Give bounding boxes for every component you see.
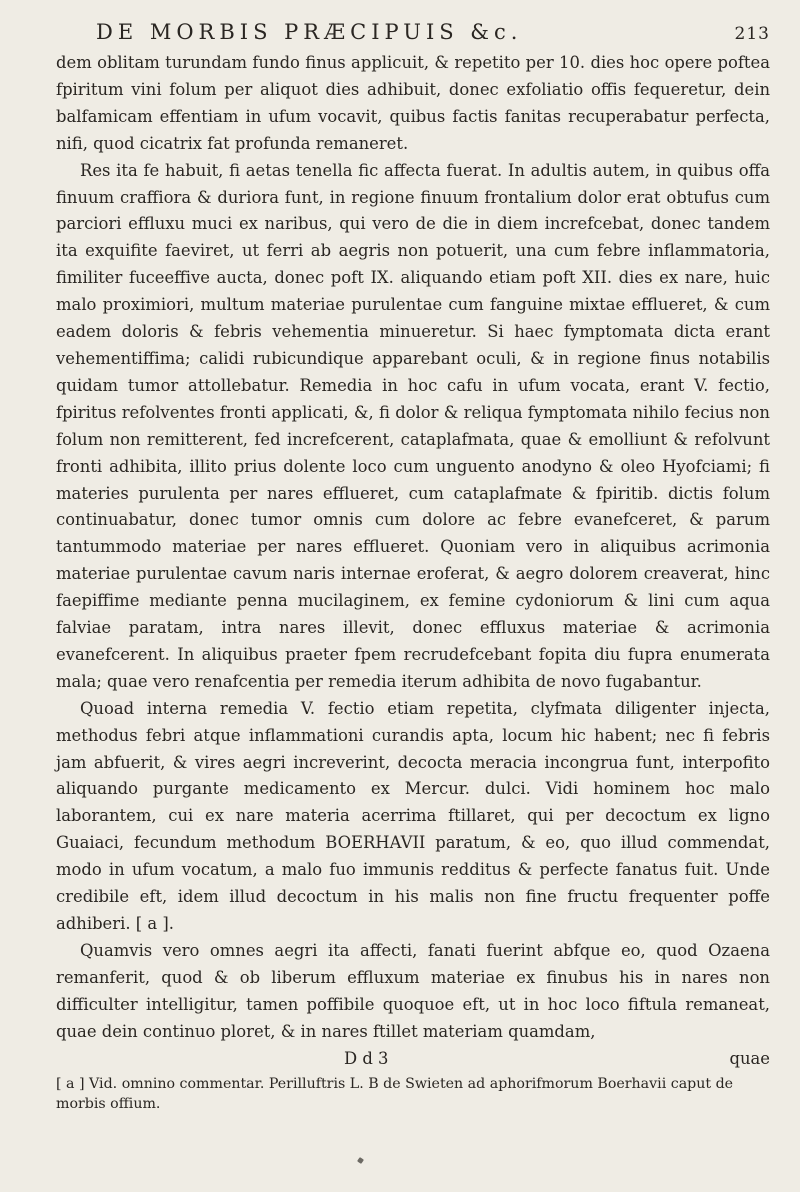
footnote: [ a ] Vid. omnino commentar. Perilluftris L. B de Swieten ad aphorifmorum Boerhavii caput de morbis offium.: [56, 1075, 734, 1112]
paragraph-adults: Res ita fe habuit, fi aetas tenella fic affecta fuerat. In adultis autem, in quibus offa finuum craffiora & duriora funt, in regione finuum frontalium dolor erat obtufus cum parciori effluxu muci ex naribus, qui vero de die in diem increfcebat, donec tandem ita exquifite faeviret, ut ferri ab aegris non potuerit, una cum febre inflammatoria, fimiliter fuceeffive aucta, donec poft IX. aliquando etiam poft XII. dies ex nare, huic malo proximiori, multum materiae purulentae cum fanguine mixtae efflueret, & cum eadem doloris & febris vehementia minueretur. Si haec fymptomata dicta erant vehementiffima; calidi rubicundique apparebant oculi, & in regione finus notabilis quidam tumor attollebatur. Remedia in hoc cafu in ufum vocata, erant V. fectio, fpiritus refolventes fronti applicati, &, fi dolor & reliqua fymptomata nihilo fecius non folum non remitterent, fed increfcerent, cataplafmata, quae & emolliunt & refolvunt fronti adhibita, illito prius dolente loco cum unguento anodyno & oleo Hyofciami; fi materies purulenta per nares efflueret, cum cataplafmate & fpiritib. dictis folum continuabatur, donec tumor omnis cum dolore ac febre evanefceret, & parum tantummodo materiae per nares efflueret. Quoniam vero in aliquibus acrimonia materiae purulentae cavum naris internae eroferat, & aegro dolorem creaverat, hinc faepiffime mediante penna mucilaginem, ex femine cydoniorum & lini cum aqua falviae paratam, intra nares illevit, donec effluxus materiae & acrimonia evanefcerent. In aliquibus praeter fpem recrudefcebant fopita diu fupra enumerata mala; quae vero renafcentia per remedia iterum adhibita de novo fugabantur.: [56, 160, 770, 691]
running-title: DE MORBIS PRÆCIPUIS &c.: [96, 20, 523, 44]
signature-mark: D d 3: [344, 1048, 389, 1068]
catchword: quae: [729, 1048, 770, 1068]
paragraph-internal-remedies: Quoad interna remedia V. fectio etiam repetita, clyfmata diligenter injecta, methodus febri atque inflammationi curandis apta, locum hic habent; nec fi febris jam abfuerit, & vires aegri increverint, decocta meracia incongrua funt, interpofito aliquando purgante medicamento ex Mercur. dulci. Vidi hominem hoc malo laborantem, cui ex nare materia acerrima ftillaret, qui per decoctum ex ligno Guaiaci, fecundum methodum BOERHAVII paratum, & eo, quo illud commendat, modo in ufum vocatum, a malo fuo immunis redditus & perfecte fanatus fuit. Unde credibile eft, idem illud decoctum in his malis non fine fructu frequenter poffe adhiberi. [ a ].: [56, 698, 770, 933]
paragraph-continuation: dem oblitam turundam fundo finus applicuit, & repetito per 10. dies hoc opere poftea fpiritum vini folum per aliquot dies adhibuit, donec exfoliatio offis fequeretur, dein balfamicam effentiam in ufum vocavit, quibus factis fanitas recuperabatur perfecta, nifi, quod cicatrix fat profunda remaneret.: [56, 53, 770, 153]
body-text: [56, 50, 770, 1046]
paragraph-ozaena: Quamvis vero omnes aegri ita affecti, fanati fuerint abfque eo, quod Ozaena remanferit, quod & ob liberum effluxum materiae ex finubus his in nares non difficulter intelligitur, tamen poffibile quoquoe eft, ut in hoc loco fiftula remaneat, quae dein continuo ploret, & in nares ftillet materiam quamdam,: [56, 940, 770, 1041]
signature-line: [56, 1046, 770, 1072]
page-number: 213: [734, 24, 770, 44]
running-head: [96, 14, 770, 48]
ink-speck: [357, 1157, 364, 1164]
